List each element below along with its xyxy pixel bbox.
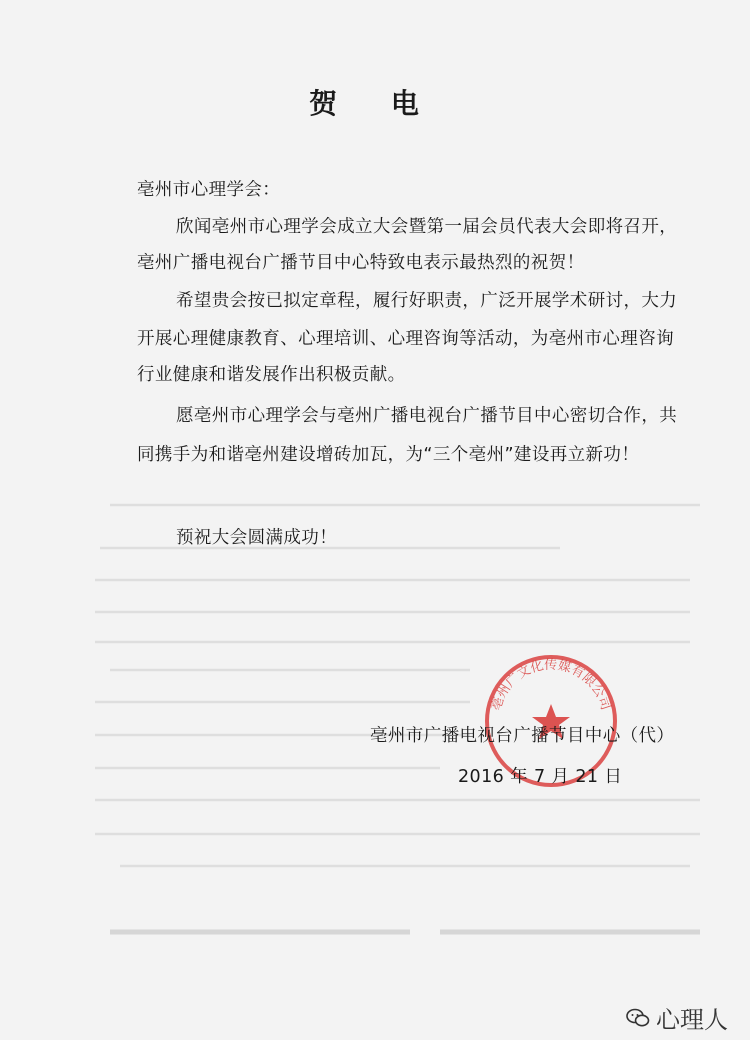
page-title: 贺 电	[309, 87, 441, 120]
body-line: 欣闻亳州市心理学会成立大会暨第一届会员代表大会即将召开，	[176, 217, 678, 237]
date: 2016 年 7 月 21 日	[458, 767, 623, 787]
body-line: 愿亳州市心理学会与亳州广播电视台广播节目中心密切合作，共	[176, 406, 678, 426]
watermark-label: 心理人	[656, 1006, 728, 1034]
body-line: 希望贵会按已拟定章程，履行好职责，广泛开展学术研讨，大力	[176, 291, 678, 311]
body-line: 开展心理健康教育、心理培训、心理咨询等活动，为亳州市心理咨询	[137, 329, 674, 349]
signature: 亳州市广播电视台广播节目中心（代）	[370, 726, 675, 746]
body-line: 同携手为和谐亳州建设增砖加瓦，为“三个亳州”建设再立新功！	[137, 445, 640, 465]
seal-text: 亳州广文化传媒有限公司	[489, 657, 613, 713]
svg-text:亳州广文化传媒有限公司	[488, 657, 613, 712]
watermark	[626, 1000, 728, 1035]
body-line: 亳州广播电视台广播节目中心特致电表示最热烈的祝贺！	[137, 253, 585, 273]
body-line: 行业健康和谐发展作出积极贡献。	[137, 365, 406, 385]
closing-line: 预祝大会圆满成功！	[176, 528, 338, 548]
wechat-icon	[626, 1008, 650, 1028]
salutation: 亳州市心理学会：	[137, 180, 281, 200]
